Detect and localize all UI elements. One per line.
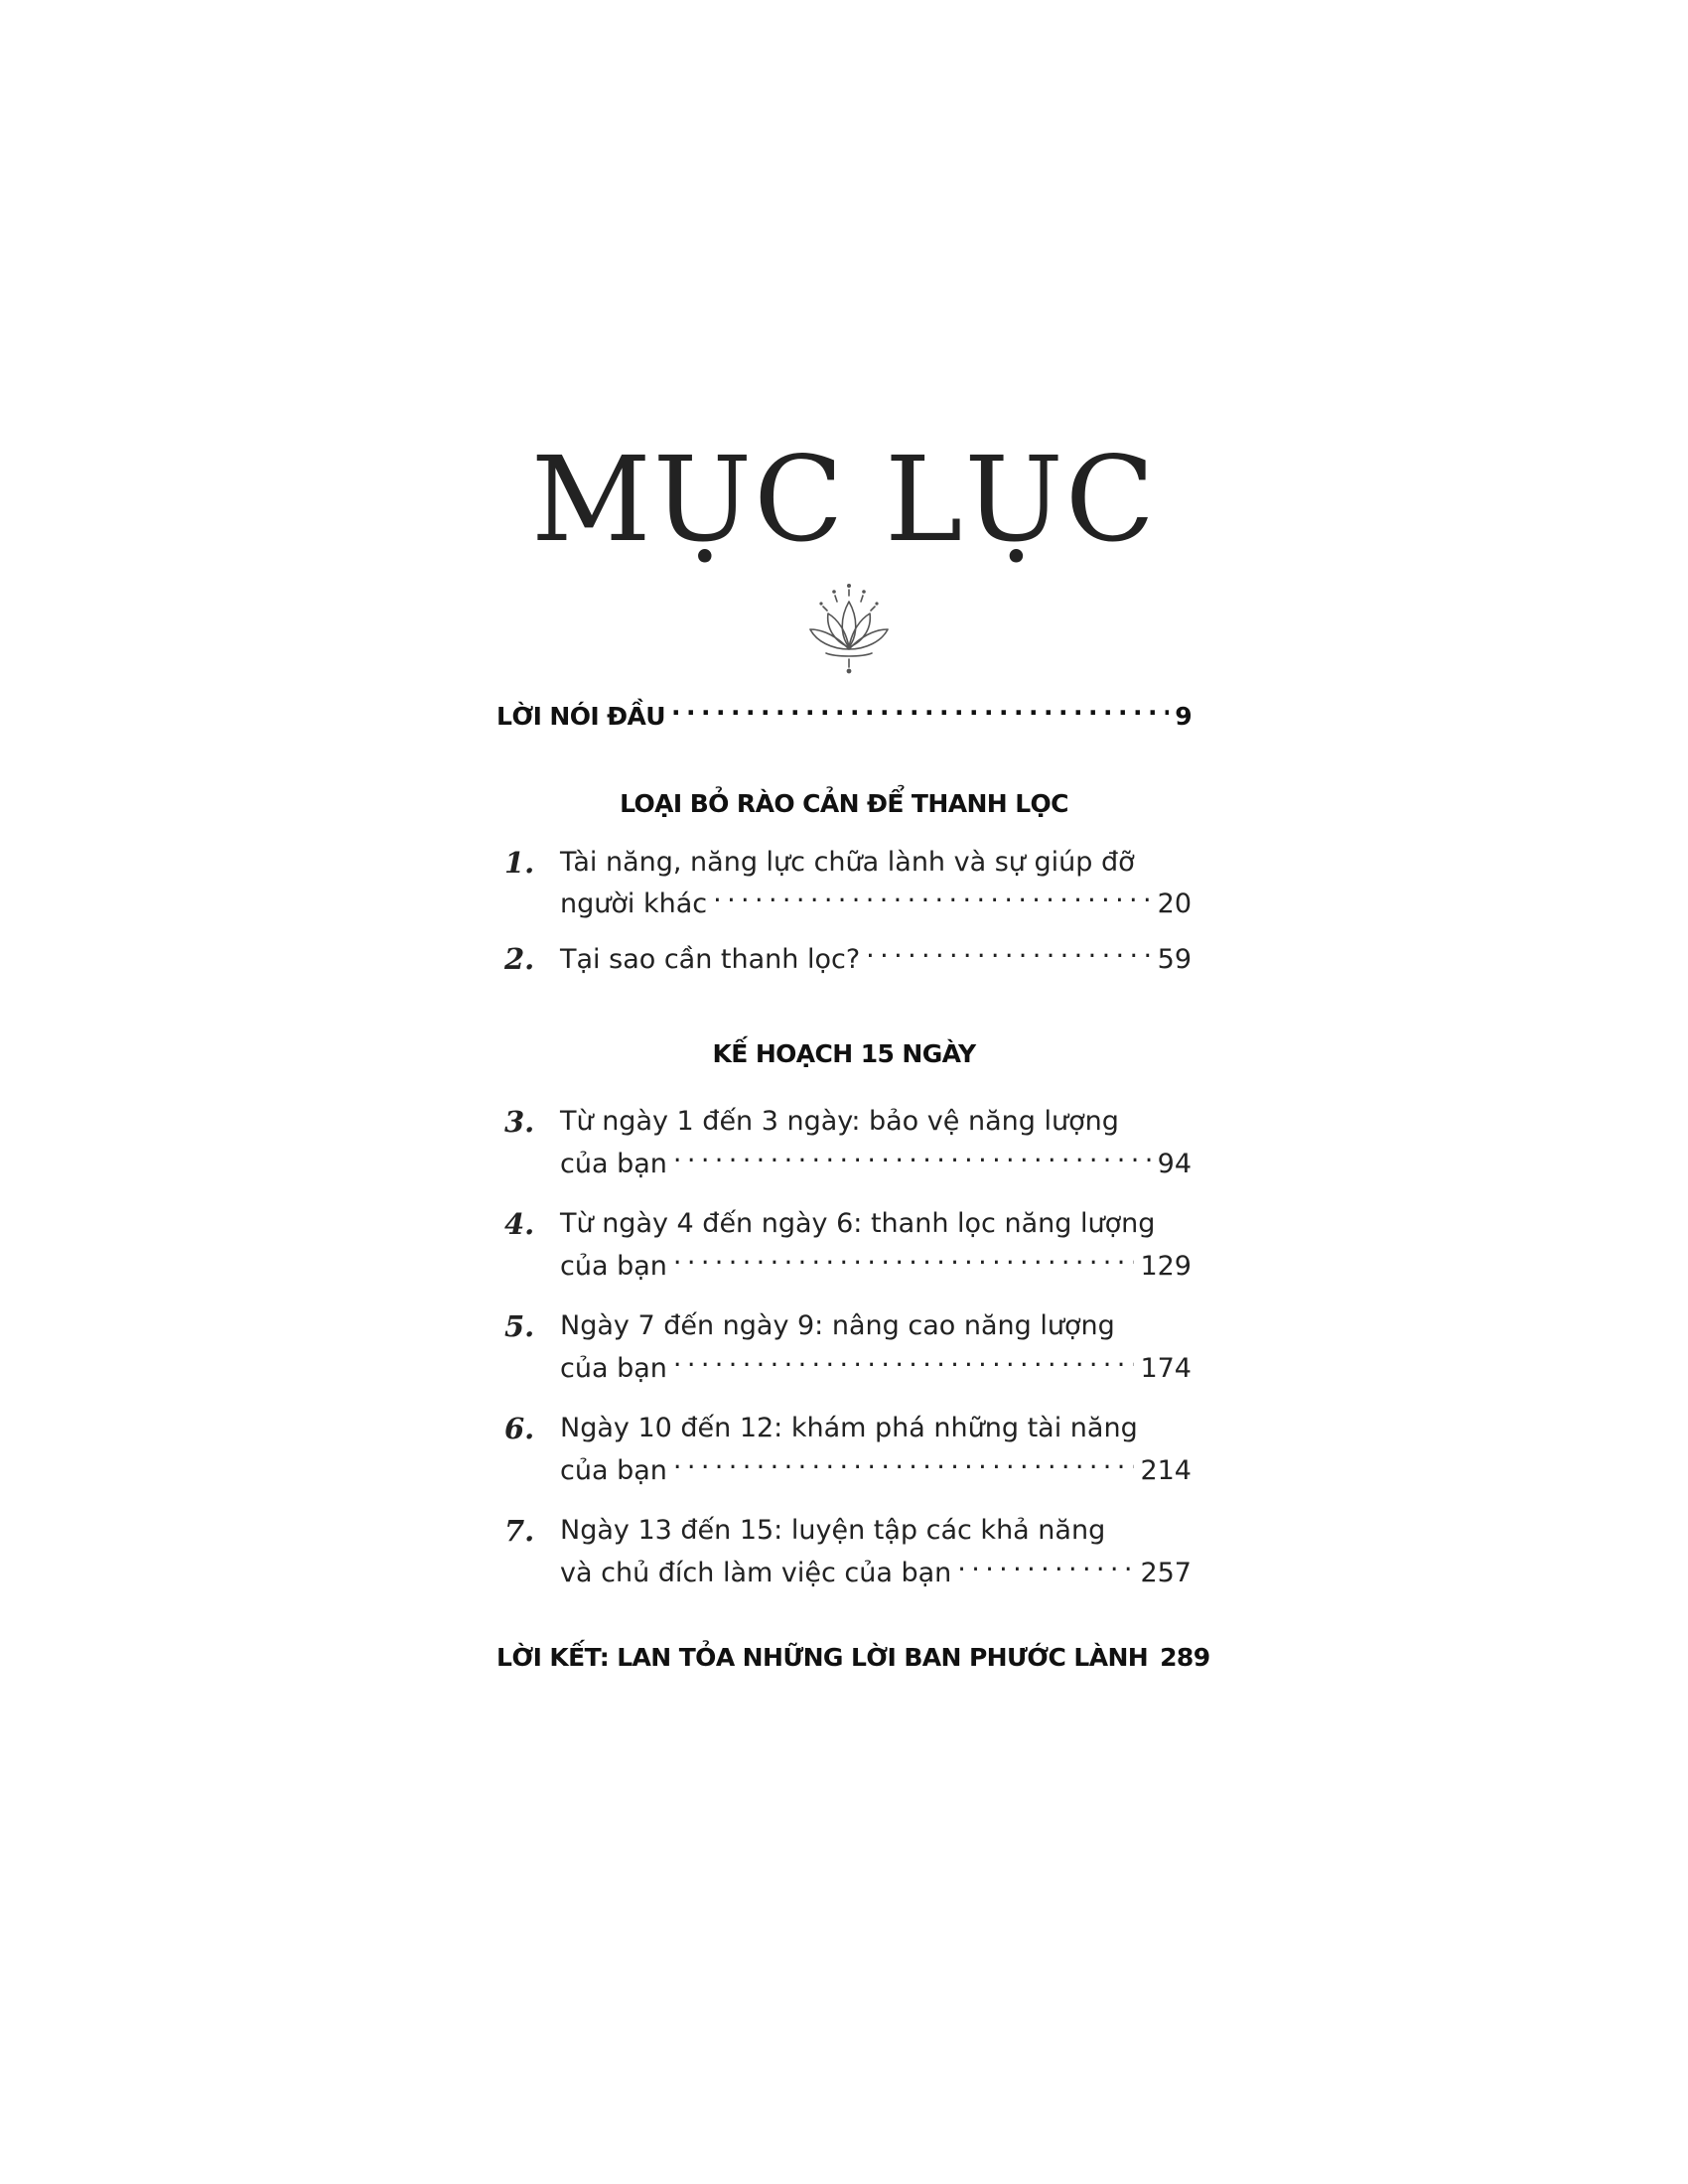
chapter-title-line2: của bạn <box>560 1455 667 1486</box>
dot-leader <box>673 1350 1135 1377</box>
entry-page: 59 <box>1157 944 1192 975</box>
toc-entry-epilogue[interactable] <box>496 1641 1210 1675</box>
entry-page: 174 <box>1140 1353 1192 1384</box>
entry-page: 257 <box>1140 1558 1192 1588</box>
page-title: MỤC LỤC <box>530 431 1158 568</box>
entry-page: 214 <box>1140 1455 1192 1486</box>
chapter-title-line1: Ngày 10 đến 12: khám phá những tài năng <box>560 1413 1138 1443</box>
chapter-title-line2: của bạn <box>560 1149 667 1179</box>
chapter-title-line1: Từ ngày 4 đến ngày 6: thanh lọc năng lượng <box>560 1208 1156 1239</box>
dot-leader <box>957 1555 1134 1581</box>
chapter-title-line1: Từ ngày 1 đến 3 ngày: bảo vệ năng lượng <box>560 1106 1119 1137</box>
chapter-title-line1: Ngày 13 đến 15: luyện tập các khả năng <box>560 1515 1106 1546</box>
dot-leader <box>866 941 1151 968</box>
chapter-number: 5. <box>504 1309 535 1343</box>
entry-page: 94 <box>1157 1149 1192 1179</box>
entry-page: 129 <box>1140 1251 1192 1282</box>
dot-leader <box>673 1248 1135 1275</box>
section-heading-part1: LOẠI BỎ RÀO CẢN ĐỂ THANH LỌC <box>620 789 1068 818</box>
chapter-number: 3. <box>504 1105 535 1139</box>
dot-leader <box>673 1452 1135 1479</box>
entry-page: 9 <box>1175 702 1192 731</box>
toc-entry-preface[interactable] <box>496 700 1192 734</box>
chapter-number: 1. <box>504 846 535 880</box>
chapter-title-line1: Tại sao cần thanh lọc? <box>560 944 861 975</box>
chapter-title-line1: Tài năng, năng lực chữa lành và sự giúp đỡ <box>560 847 1135 878</box>
chapter-title-line2: và chủ đích làm việc của bạn <box>560 1558 952 1588</box>
entry-label: LỜI NÓI ĐẦU <box>496 702 665 731</box>
chapter-number: 4. <box>504 1207 535 1241</box>
chapter-number: 6. <box>504 1412 535 1445</box>
entry-page: 289 <box>1160 1643 1210 1672</box>
section-heading-part2: KẾ HOẠCH 15 NGÀY <box>712 1039 976 1068</box>
chapter-title-line2: của bạn <box>560 1353 667 1384</box>
entry-page: 20 <box>1157 888 1192 919</box>
chapter-title-line1: Ngày 7 đến ngày 9: nâng cao năng lượng <box>560 1310 1115 1341</box>
lotus-icon <box>804 578 894 677</box>
dot-leader <box>713 886 1152 912</box>
chapter-number: 2. <box>504 942 535 976</box>
chapter-number: 7. <box>504 1514 535 1548</box>
entry-label: LỜI KẾT: LAN TỎA NHỮNG LỜI BAN PHƯỚC LÀNH <box>496 1643 1149 1672</box>
chapter-title-line2: người khác <box>560 888 708 919</box>
dot-leader <box>671 700 1169 725</box>
chapter-title-line2: của bạn <box>560 1251 667 1282</box>
dot-leader <box>673 1146 1152 1172</box>
